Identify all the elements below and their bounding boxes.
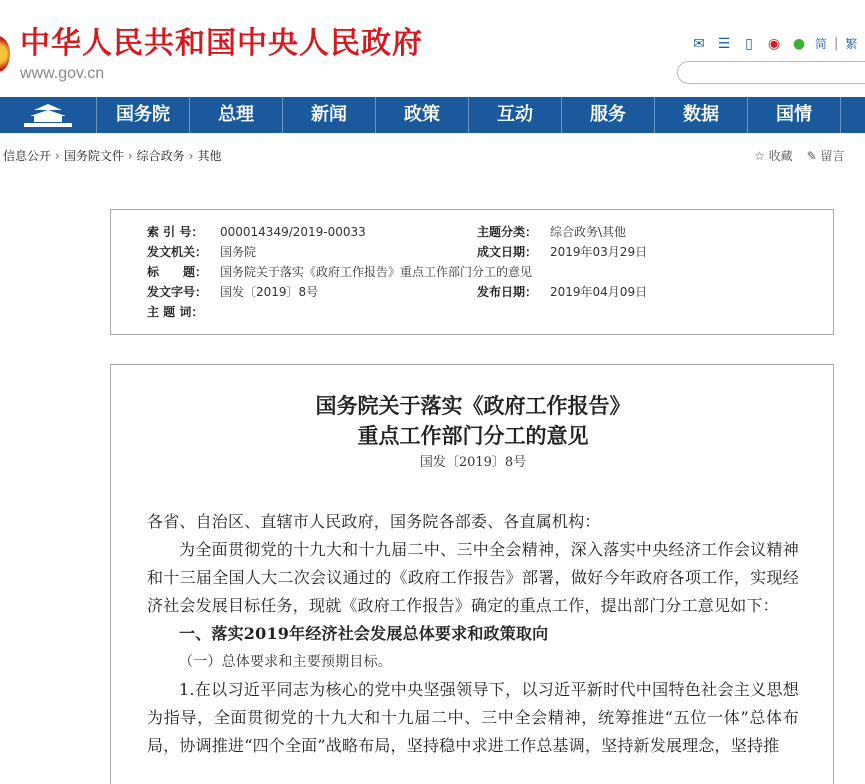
breadcrumb: [3, 148, 222, 164]
publish-date-label: 发布日期：: [477, 285, 538, 299]
nav-item-news[interactable]: 新闻: [283, 97, 376, 133]
breadcrumb-item[interactable]: 国务院文件: [63, 149, 124, 163]
keywords-label: 主 题 词：: [147, 305, 204, 319]
nav-item-national-info[interactable]: 国情: [748, 97, 841, 133]
doc-number-label: 发文字号：: [147, 285, 208, 299]
article-title-line2: 重点工作部门分工的意见: [357, 423, 589, 448]
subsection-heading: （一）总体要求和主要预期目标。: [179, 654, 392, 670]
category-label: 主题分类：: [477, 225, 538, 239]
lang-separator: |: [834, 36, 839, 51]
written-date-label: 成文日期：: [477, 245, 538, 259]
weibo-icon[interactable]: ◉: [767, 36, 781, 52]
salutation: 各省、自治区、直辖市人民政府，国务院各部委、各直属机构：: [147, 512, 601, 531]
article-title-line1: 国务院关于落实《政府工作报告》: [315, 393, 631, 418]
item-paragraph: 1.在以习近平同志为核心的党中央坚强领导下，以习近平新时代中国特色社会主义思想为指导，全面贯彻党的十九大和十九届二中、三中全会精神，统筹推进“五位一体”总体布局，协调推进“四个全面”战略布局，坚持稳中求进工作总基调，坚持新发展理念，坚持推: [147, 680, 799, 755]
pen-icon: ✎: [806, 149, 817, 163]
favorite-button[interactable]: [754, 148, 793, 164]
title-value: 国务院关于落实《政府工作报告》重点工作部门分工的意见: [220, 265, 533, 279]
breadcrumb-item[interactable]: 其他: [197, 149, 222, 163]
breadcrumb-item[interactable]: 信息公开: [3, 149, 52, 163]
main-nav: [0, 97, 865, 133]
category-value: 综合政务\其他: [550, 225, 627, 239]
lang-simplified[interactable]: 简: [815, 37, 828, 51]
breadcrumb-separator: ›: [55, 149, 60, 163]
breadcrumb-separator: ›: [127, 149, 133, 163]
intro-paragraph: 为全面贯彻党的十九大和十九届二中、三中全会精神，深入落实中央经济工作会议精神和十三届全国人大二次会议通过的《政府工作报告》部署，做好今年政府各项工作，实现经济社会发展目标任务，现就《政府工作报告》确定的重点工作，提出部门分工意见如下：: [147, 540, 799, 615]
article-doc-number: 国发〔2019〕8号: [419, 455, 527, 470]
comment-label: 留言: [820, 149, 845, 163]
nav-home[interactable]: [0, 97, 97, 133]
written-date-value: 2019年03月29日: [550, 245, 648, 259]
article-heading: [111, 391, 835, 472]
mobile-icon[interactable]: ▯: [745, 36, 753, 52]
tiananmen-icon: [20, 102, 76, 128]
comment-button[interactable]: [807, 148, 845, 164]
mail-icon[interactable]: ✉: [693, 36, 705, 52]
message-icon[interactable]: ☰: [717, 36, 731, 52]
issuer-value: 国务院: [220, 245, 257, 259]
article: [110, 364, 834, 784]
nav-item-premier[interactable]: 总理: [190, 97, 283, 133]
nav-item-interaction[interactable]: 互动: [469, 97, 562, 133]
top-icons: [690, 34, 857, 54]
page-tools: [754, 148, 845, 164]
nav-item-services[interactable]: 服务: [562, 97, 655, 133]
index-label: 索 引 号：: [147, 225, 204, 239]
site-url: www.gov.cn: [20, 65, 105, 82]
search-input[interactable]: [677, 61, 865, 84]
issuer-label: 发文机关：: [147, 245, 208, 259]
article-body: [147, 508, 799, 760]
favorite-label: 收藏: [768, 149, 793, 163]
publish-date-value: 2019年04月09日: [550, 285, 648, 299]
nav-item-data[interactable]: 数据: [655, 97, 748, 133]
document-metadata: [110, 209, 834, 335]
nav-item-policy[interactable]: 政策: [376, 97, 469, 133]
index-value: 000014349/2019-00033: [220, 225, 366, 239]
breadcrumb-item[interactable]: 综合政务: [136, 149, 185, 163]
national-emblem-logo: [0, 36, 10, 72]
site-title[interactable]: 中华人民共和国中央人民政府: [20, 26, 423, 61]
nav-item-state-council[interactable]: 国务院: [97, 97, 190, 133]
wechat-icon[interactable]: ●: [792, 36, 806, 52]
section-heading: 一、落实2019年经济社会发展总体要求和政策取向: [179, 624, 549, 643]
star-icon: ☆: [754, 149, 765, 163]
breadcrumb-separator: ›: [188, 149, 194, 163]
doc-number-value: 国发〔2019〕8号: [220, 285, 319, 299]
lang-traditional[interactable]: 繁: [845, 37, 858, 51]
title-label: 标 题：: [147, 265, 208, 279]
